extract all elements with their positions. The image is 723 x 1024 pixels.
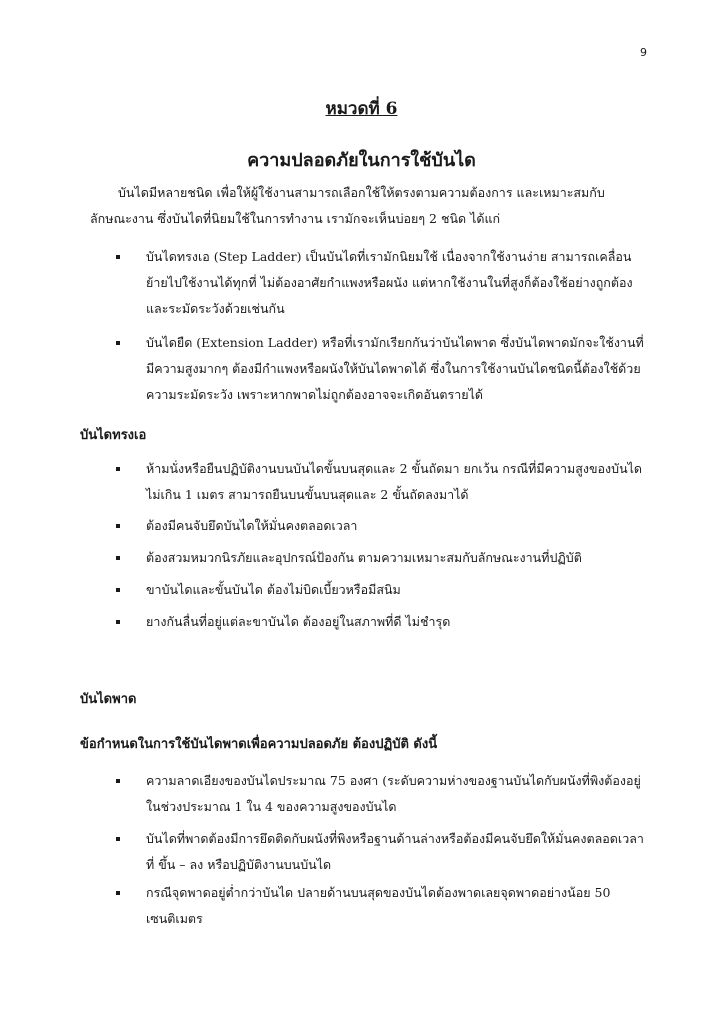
list-item-text: ต้องมีคนจับยึดบันไดให้มั่นคงตลอดเวลา: [146, 518, 358, 533]
list-item: [116, 880, 646, 932]
list-item: [116, 826, 646, 878]
page-title: ความปลอดภัยในการใช้บันได: [247, 150, 476, 171]
list-item: [116, 456, 646, 508]
list-item: [116, 513, 646, 539]
list-item: [116, 609, 646, 635]
bullet-icon: [116, 620, 120, 624]
list-item-text: บันไดยืด (Extension Ladder) หรือที่เรามักเรียกกันว่าบันไดพาด ซึ่งบันไดพาดมักจะใช้งานที่มีความสูงมากๆ ต้องมีกำแพงหรือผนังให้บันไดพาดได้ ซึ่งในการใช้งานบันไดชนิดนี้ต้องใช้ด้วยความระมัดระวัง เพราะหากพาดไม่ถูกต้องอาจจะเกิดอันตรายได้: [146, 335, 644, 402]
section-subheading: ข้อกำหนดในการใช้บันไดพาดเพื่อความปลอดภัย ต้องปฏิบัติ ดังนี้: [80, 737, 438, 752]
bullet-icon: [116, 891, 120, 895]
list-item-text: กรณีจุดพาดอยู่ต่ำกว่าบันได ปลายด้านบนสุดของบันไดต้องพาดเลยจุดพาดอย่างน้อย 50 เซนติเมตร: [146, 885, 611, 926]
bullet-icon: [116, 556, 120, 560]
bullet-icon: [116, 524, 120, 528]
bullet-icon: [116, 588, 120, 592]
bullet-icon: [116, 255, 120, 259]
intro-line-1: บันไดมีหลายชนิด เพื่อให้ผู้ใช้งานสามารถเลือกใช้ให้ตรงตามความต้องการ และเหมาะสมกับ: [118, 185, 605, 200]
list-item-text: ต้องสวมหมวกนิรภัยและอุปกรณ์ป้องกัน ตามความเหมาะสมกับลักษณะงานที่ปฏิบัติ: [146, 550, 582, 565]
list-item-text: บันไดทรงเอ (Step Ladder) เป็นบันไดที่เรามักนิยมใช้ เนื่องจากใช้งานง่าย สามารถเคลื่อนย้ายไปใช้งานได้ทุกที่ ไม่ต้องอาศัยกำแพงหรือผนัง แต่หากใช้งานในที่สูงก็ต้องใช้อย่างถูกต้องและระมัดระวังด้วยเช่นกัน: [146, 249, 633, 316]
bullet-icon: [116, 467, 120, 471]
list-item-extension-ladder: [116, 330, 646, 408]
list-item: [116, 545, 646, 571]
bullet-icon: [116, 779, 120, 783]
list-item-text: ขาบันไดและขั้นบันได ต้องไม่บิดเบี้ยวหรือมีสนิม: [146, 582, 401, 597]
list-item-text: บันไดที่พาดต้องมีการยึดติดกับผนังที่พิงหรือฐานด้านล่างหรือต้องมีคนจับยึดให้มั่นคงตลอดเวลาที่ ขึ้น – ลง หรือปฏิบัติงานบนบันได: [146, 831, 644, 872]
list-item-step-ladder: [116, 244, 646, 322]
intro-line-2: ลักษณะงาน ซึ่งบันไดที่นิยมใช้ในการทำงาน เรามักจะเห็นบ่อยๆ 2 ชนิด ได้แก่: [90, 211, 501, 226]
bullet-icon: [116, 341, 120, 345]
page-number: 9: [640, 46, 647, 59]
list-item: [116, 577, 646, 603]
section-heading-extension-ladder: บันไดพาด: [80, 692, 137, 707]
bullet-icon: [116, 837, 120, 841]
list-item-text: ความลาดเอียงของบันไดประมาณ 75 องศา (ระดับความห่างของฐานบันไดกับผนังที่พิงต้องอยู่ในช่วงประมาณ 1 ใน 4 ของความสูงของบันได: [146, 773, 641, 814]
section-heading-step-ladder: บันไดทรงเอ: [80, 428, 147, 443]
list-item: [116, 768, 646, 820]
chapter-heading: หมวดที่ 6: [325, 99, 398, 119]
list-item-text: ห้ามนั่งหรือยืนปฏิบัติงานบนบันไดขั้นบนสุดและ 2 ขั้นถัดมา ยกเว้น กรณีที่มีความสูงของบันไดไม่เกิน 1 เมตร สามารถยืนบนขั้นบนสุดและ 2 ขั้นถัดลงมาได้: [146, 461, 643, 502]
list-item-text: ยางกันลื่นที่อยู่แต่ละขาบันได ต้องอยู่ในสภาพที่ดี ไม่ชำรุด: [146, 614, 451, 629]
